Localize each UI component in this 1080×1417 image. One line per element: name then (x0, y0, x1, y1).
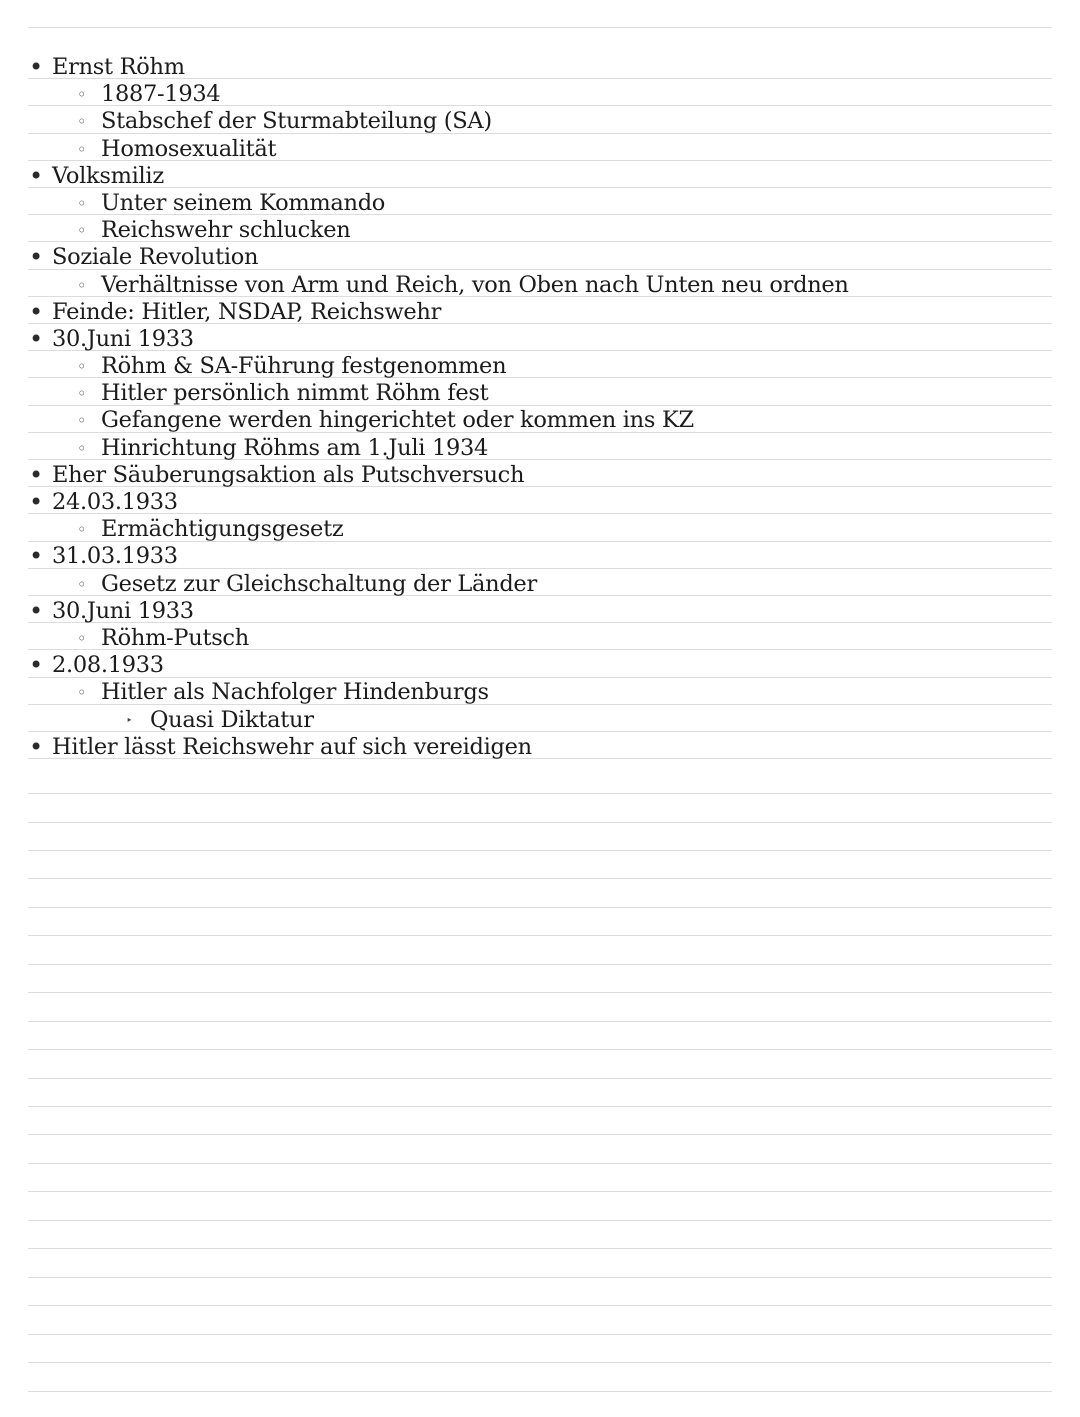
note-item-level-0 (0, 163, 1080, 190)
note-text: 2.08.1933 (52, 652, 164, 679)
note-item-level-1 (0, 217, 1080, 244)
ruled-line (28, 1220, 1052, 1221)
ruled-line (28, 964, 1052, 965)
note-item-level-1 (0, 108, 1080, 135)
ruled-line (28, 1134, 1052, 1135)
note-text: 24.03.1933 (52, 489, 178, 515)
note-item-level-0 (0, 462, 1080, 489)
ruled-line (28, 1277, 1052, 1278)
note-text: Quasi Diktatur (150, 706, 314, 733)
note-text: Eher Säuberungsaktion als Putschversuch (52, 461, 525, 488)
hollow-bullet-icon: ◦ (77, 574, 87, 594)
ruled-line (28, 793, 1052, 794)
note-text: Hitler als Nachfolger Hindenburgs (101, 679, 489, 706)
bullet-icon: • (29, 732, 43, 761)
bullet-icon: • (29, 596, 43, 625)
triangle-bullet-icon: ‣ (126, 713, 133, 727)
ruled-line (28, 935, 1052, 936)
note-item-level-0 (0, 54, 1080, 81)
note-text: Soziale Revolution (52, 244, 259, 271)
ruled-line (28, 1391, 1052, 1392)
note-item-level-0 (0, 734, 1080, 761)
ruled-line (28, 1362, 1052, 1363)
note-text: Stabschef der Sturmabteilung (SA) (101, 108, 492, 135)
note-text: 31.03.1933 (52, 543, 178, 570)
note-text: 30.Juni 1933 (52, 597, 194, 624)
ruled-line (28, 1305, 1052, 1306)
note-text: Röhm & SA-Führung festgenommen (101, 353, 507, 380)
ruled-line (28, 1106, 1052, 1107)
note-item-level-1 (0, 516, 1080, 543)
note-item-level-1 (0, 380, 1080, 407)
note-item-level-0 (0, 543, 1080, 570)
note-text: 1887-1934 (101, 81, 221, 108)
bullet-icon: • (29, 542, 43, 571)
note-text: Volksmiliz (52, 162, 164, 189)
bullet-icon: • (29, 297, 43, 326)
note-text: Gefangene werden hingerichtet oder kommen ins KZ (101, 407, 694, 434)
note-text: Röhm-Putsch (101, 624, 249, 651)
note-item-level-1 (0, 625, 1080, 652)
note-text: 30.Juni 1933 (52, 325, 194, 352)
note-item-level-0 (0, 652, 1080, 679)
bullet-notes-list (0, 54, 1080, 761)
hollow-bullet-icon: ◦ (77, 628, 87, 648)
note-text: Reichswehr schlucken (101, 217, 351, 244)
hollow-bullet-icon: ◦ (77, 112, 87, 132)
ruled-line (28, 1078, 1052, 1079)
bullet-icon: • (29, 53, 43, 81)
note-text: Hitler lässt Reichswehr auf sich vereidigen (52, 733, 532, 760)
hollow-bullet-icon: ◦ (77, 193, 87, 213)
note-text: Unter seinem Kommando (101, 189, 386, 216)
note-item-level-1 (0, 190, 1080, 217)
ruled-line (28, 1191, 1052, 1192)
note-text: Verhältnisse von Arm und Reich, von Oben nach Unten neu ordnen (101, 271, 849, 298)
note-item-level-1 (0, 81, 1080, 108)
bullet-icon: • (29, 651, 43, 680)
hollow-bullet-icon: ◦ (77, 357, 87, 377)
note-item-level-1 (0, 136, 1080, 163)
note-text: Hinrichtung Röhms am 1.Juli 1934 (101, 434, 489, 461)
hollow-bullet-icon: ◦ (77, 520, 87, 540)
note-text: Ermächtigungsgesetz (101, 516, 344, 543)
ruled-line (28, 850, 1052, 851)
note-item-level-0 (0, 326, 1080, 353)
bullet-icon: • (29, 324, 43, 353)
hollow-bullet-icon: ◦ (77, 683, 87, 703)
bullet-icon: • (29, 460, 43, 489)
note-item-level-0 (0, 489, 1080, 516)
ruled-line (28, 822, 1052, 823)
note-text: Feinde: Hitler, NSDAP, Reichswehr (52, 298, 442, 325)
ruled-line (28, 1334, 1052, 1335)
note-item-level-1 (0, 571, 1080, 598)
ruled-line (28, 1248, 1052, 1249)
bullet-icon: • (29, 243, 43, 272)
bullet-icon: • (29, 488, 43, 516)
ruled-line (28, 1163, 1052, 1164)
note-item-level-1 (0, 407, 1080, 434)
ruled-line (28, 907, 1052, 908)
note-item-level-0 (0, 598, 1080, 625)
hollow-bullet-icon: ◦ (77, 85, 87, 105)
note-text: Homosexualität (101, 135, 277, 162)
ruled-line (28, 992, 1052, 993)
hollow-bullet-icon: ◦ (77, 384, 87, 404)
note-text: Gesetz zur Gleichschaltung der Länder (101, 570, 537, 597)
hollow-bullet-icon: ◦ (77, 139, 87, 159)
note-item-level-2 (0, 707, 1080, 734)
note-text: Hitler persönlich nimmt Röhm fest (101, 380, 489, 407)
note-item-level-1 (0, 435, 1080, 462)
hollow-bullet-icon: ◦ (77, 411, 87, 431)
note-item-level-0 (0, 244, 1080, 271)
bullet-icon: • (29, 161, 43, 190)
hollow-bullet-icon: ◦ (77, 221, 87, 241)
hollow-bullet-icon: ◦ (77, 438, 87, 458)
hollow-bullet-icon: ◦ (77, 275, 87, 295)
note-item-level-1 (0, 353, 1080, 380)
ruled-line (28, 27, 1052, 28)
ruled-line (28, 1021, 1052, 1022)
note-item-level-1 (0, 272, 1080, 299)
note-item-level-1 (0, 679, 1080, 706)
note-text: Ernst Röhm (52, 54, 185, 80)
ruled-line (28, 1049, 1052, 1050)
note-item-level-0 (0, 299, 1080, 326)
ruled-line (28, 878, 1052, 879)
